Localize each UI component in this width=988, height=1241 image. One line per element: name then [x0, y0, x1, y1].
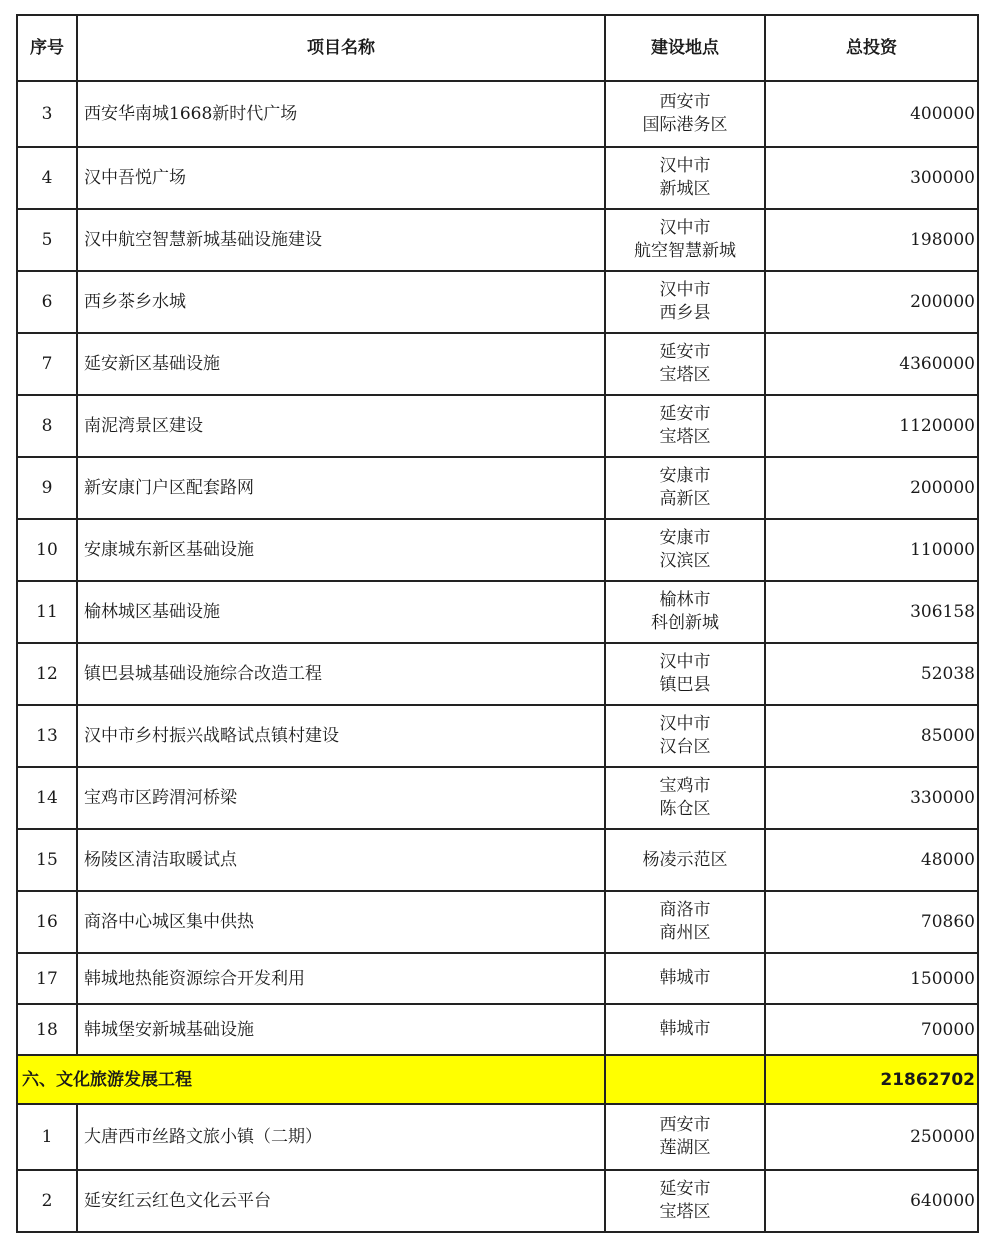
row-project-name: 大唐西市丝路文旅小镇（二期） [77, 1104, 605, 1170]
table-row [17, 829, 978, 891]
row-investment: 85000 [765, 705, 978, 767]
row-seq: 13 [17, 705, 77, 767]
row-location [605, 81, 765, 147]
row-seq: 4 [17, 147, 77, 209]
row-seq: 1 [17, 1104, 77, 1170]
row-location [605, 271, 765, 333]
table-row [17, 395, 978, 457]
row-investment: 70000 [765, 1004, 978, 1055]
row-seq: 15 [17, 829, 77, 891]
table-row [17, 891, 978, 953]
row-location-district: 商州区 [659, 923, 711, 943]
row-location-district: 国际港务区 [642, 115, 728, 135]
row-location-district: 宝塔区 [659, 1202, 711, 1222]
row-project-name: 商洛中心城区集中供热 [77, 891, 605, 953]
row-investment: 48000 [765, 829, 978, 891]
row-project-name: 新安康门户区配套路网 [77, 457, 605, 519]
row-seq: 6 [17, 271, 77, 333]
row-seq: 10 [17, 519, 77, 581]
section-title: 六、文化旅游发展工程 [17, 1055, 605, 1104]
row-location-city: 安康市 [659, 466, 711, 486]
row-location-city: 西安市 [659, 1115, 711, 1135]
row-seq: 9 [17, 457, 77, 519]
row-location-district: 镇巴县 [659, 675, 711, 695]
row-project-name: 延安红云红色文化云平台 [77, 1170, 605, 1232]
row-location [605, 705, 765, 767]
row-seq: 3 [17, 81, 77, 147]
row-investment: 200000 [765, 271, 978, 333]
row-investment: 52038 [765, 643, 978, 705]
table-row [17, 271, 978, 333]
row-investment: 150000 [765, 953, 978, 1004]
row-location-district: 新城区 [659, 179, 711, 199]
row-project-name: 汉中吾悦广场 [77, 147, 605, 209]
table-row [17, 1170, 978, 1232]
row-location [605, 767, 765, 829]
row-location-city: 延安市 [659, 404, 711, 424]
row-location [605, 209, 765, 271]
row-investment: 400000 [765, 81, 978, 147]
row-seq: 7 [17, 333, 77, 395]
row-investment: 4360000 [765, 333, 978, 395]
row-investment: 200000 [765, 457, 978, 519]
row-location-city: 杨凌示范区 [642, 849, 728, 870]
row-project-name: 榆林城区基础设施 [77, 581, 605, 643]
row-location-city: 西安市 [659, 92, 711, 112]
row-location-city: 汉中市 [659, 218, 711, 238]
header-seq: 序号 [17, 15, 77, 81]
table-row [17, 705, 978, 767]
row-project-name: 镇巴县城基础设施综合改造工程 [77, 643, 605, 705]
section-investment: 21862702 [765, 1055, 978, 1104]
row-location [605, 891, 765, 953]
table-row [17, 209, 978, 271]
row-investment: 640000 [765, 1170, 978, 1232]
header-location: 建设地点 [605, 15, 765, 81]
row-location [605, 519, 765, 581]
row-location-city: 汉中市 [659, 280, 711, 300]
table-row [17, 767, 978, 829]
row-project-name: 西安华南城1668新时代广场 [77, 81, 605, 147]
table-row [17, 1004, 978, 1055]
row-location-city: 宝鸡市 [659, 776, 711, 796]
row-project-name: 韩城地热能资源综合开发利用 [77, 953, 605, 1004]
row-location [605, 953, 765, 1004]
row-location-district: 汉滨区 [659, 551, 711, 571]
section-location [605, 1055, 765, 1104]
row-location-city: 商洛市 [659, 900, 711, 920]
row-location [605, 581, 765, 643]
table-body [17, 81, 978, 1232]
header-investment: 总投资 [765, 15, 978, 81]
row-seq: 12 [17, 643, 77, 705]
table-row [17, 1104, 978, 1170]
row-project-name: 南泥湾景区建设 [77, 395, 605, 457]
row-investment: 250000 [765, 1104, 978, 1170]
project-investment-table [16, 14, 979, 1233]
row-investment: 70860 [765, 891, 978, 953]
row-location [605, 1170, 765, 1232]
table-row [17, 581, 978, 643]
row-project-name: 汉中航空智慧新城基础设施建设 [77, 209, 605, 271]
row-location-district: 高新区 [659, 489, 711, 509]
row-seq: 17 [17, 953, 77, 1004]
row-location-district: 莲湖区 [659, 1138, 711, 1158]
row-investment: 110000 [765, 519, 978, 581]
row-seq: 14 [17, 767, 77, 829]
row-location-city: 榆林市 [659, 590, 711, 610]
row-location [605, 457, 765, 519]
row-location-city: 汉中市 [659, 156, 711, 176]
row-seq: 8 [17, 395, 77, 457]
row-investment: 1120000 [765, 395, 978, 457]
row-location-city: 韩城市 [659, 968, 711, 988]
row-location [605, 643, 765, 705]
table-row [17, 519, 978, 581]
row-investment: 306158 [765, 581, 978, 643]
row-location-district: 宝塔区 [659, 365, 711, 385]
row-investment: 300000 [765, 147, 978, 209]
table-row [17, 643, 978, 705]
row-location-district: 科创新城 [651, 613, 719, 633]
row-location-city: 汉中市 [659, 714, 711, 734]
row-seq: 18 [17, 1004, 77, 1055]
row-seq: 5 [17, 209, 77, 271]
row-seq: 11 [17, 581, 77, 643]
row-investment: 330000 [765, 767, 978, 829]
row-location-city: 延安市 [659, 342, 711, 362]
row-location [605, 1004, 765, 1055]
row-project-name: 延安新区基础设施 [77, 333, 605, 395]
row-seq: 2 [17, 1170, 77, 1232]
row-location [605, 147, 765, 209]
row-project-name: 安康城东新区基础设施 [77, 519, 605, 581]
table-header-row [17, 15, 978, 81]
table-row [17, 457, 978, 519]
row-location-district: 西乡县 [659, 303, 711, 323]
row-seq: 16 [17, 891, 77, 953]
row-project-name: 杨陵区清洁取暖试点 [77, 829, 605, 891]
row-location-city: 韩城市 [659, 1019, 711, 1039]
row-location-city: 延安市 [659, 1179, 711, 1199]
table-row [17, 953, 978, 1004]
row-location-city: 汉中市 [659, 652, 711, 672]
row-project-name: 宝鸡市区跨渭河桥梁 [77, 767, 605, 829]
row-project-name: 韩城堡安新城基础设施 [77, 1004, 605, 1055]
header-project-name: 项目名称 [77, 15, 605, 81]
row-location [605, 395, 765, 457]
row-project-name: 汉中市乡村振兴战略试点镇村建设 [77, 705, 605, 767]
table-row [17, 333, 978, 395]
section-row [17, 1055, 978, 1104]
row-location-district: 宝塔区 [659, 427, 711, 447]
row-location-district: 汉台区 [659, 737, 711, 757]
row-location [605, 333, 765, 395]
row-location [605, 829, 765, 891]
row-project-name: 西乡茶乡水城 [77, 271, 605, 333]
row-location-district: 航空智慧新城 [634, 241, 736, 261]
row-location-city: 安康市 [659, 528, 711, 548]
row-investment: 198000 [765, 209, 978, 271]
table-row [17, 147, 978, 209]
row-location-district: 陈仓区 [659, 799, 711, 819]
row-location [605, 1104, 765, 1170]
table-row [17, 81, 978, 147]
